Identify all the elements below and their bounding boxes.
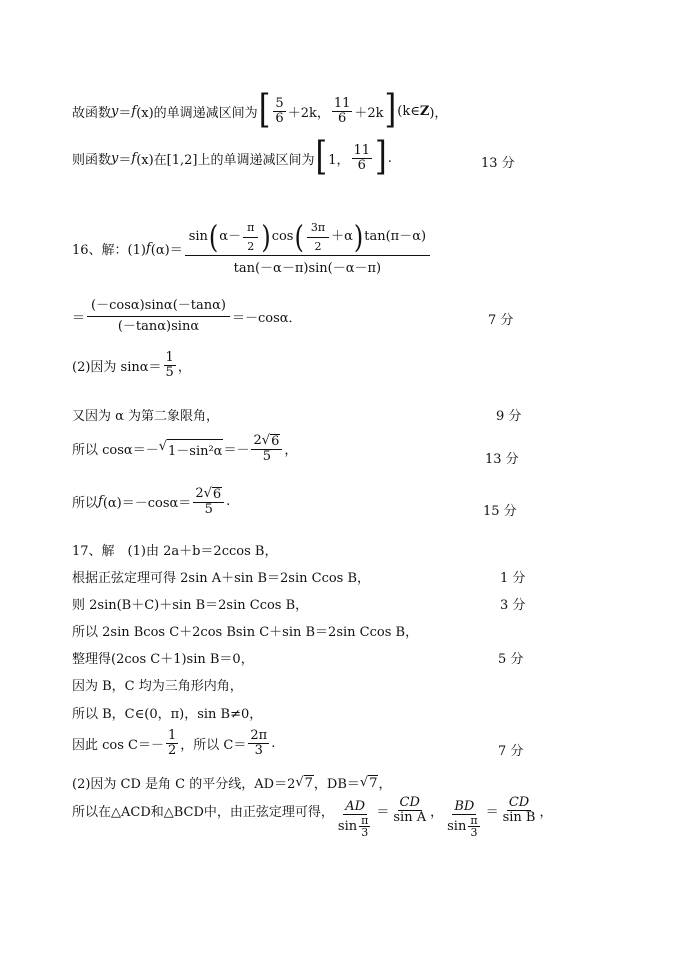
- text: y: [111, 103, 119, 119]
- text: ＋2k，: [287, 105, 330, 121]
- q16-line-5: [72, 434, 297, 463]
- text: f: [131, 103, 137, 119]
- text: .: [271, 735, 276, 751]
- left-bracket: [: [258, 87, 271, 134]
- text: .: [387, 150, 392, 166]
- q17-line-8: [72, 729, 275, 757]
- text: )，: [429, 105, 448, 121]
- text: ，: [378, 777, 392, 792]
- fraction: 2 √ 6 5: [251, 434, 282, 463]
- fraction: $\frac{11}{6}$: [333, 95, 351, 126]
- fraction: AD sin $\frac{\pi}{3}$: [337, 799, 369, 840]
- text: (x)的单调递减区间为: [136, 105, 258, 121]
- fraction: $\frac{2\pi}{3}$: [250, 728, 268, 758]
- score-label: 13 分: [481, 156, 515, 171]
- fraction: $\frac{1}{5}$: [165, 350, 174, 380]
- fraction: $\frac{CD}{\text{sin B}}$: [502, 795, 536, 825]
- q17-line-1: 17、解 (1)由 2a＋b＝2ccos B，: [72, 544, 278, 559]
- text: ，所以 C＝: [180, 737, 247, 753]
- text: ＝－cosα．: [231, 310, 302, 326]
- text: ＝: [118, 105, 132, 121]
- q16-line-1: [72, 218, 432, 277]
- q17-line-2: 根据正弦定理可得 2sin A＋sin B＝2sin Ccos B，: [72, 571, 371, 586]
- text: ＋2k: [354, 105, 384, 121]
- solution-line-2: [72, 134, 392, 181]
- text: (2)因为 sinα＝: [72, 359, 162, 375]
- q17-line-5: 整理得(2cos C＋1)sin B＝0，: [72, 652, 254, 667]
- left-bracket: [: [315, 134, 328, 181]
- text: f: [98, 494, 103, 510]
- text: ，: [177, 359, 191, 375]
- text: ，DB＝: [313, 777, 360, 792]
- text: (x)在[1,2]上的单调递减区间为: [136, 152, 315, 168]
- fraction: BD sin $\frac{\pi}{3}$: [447, 799, 478, 840]
- text: 因此 cos C＝－: [72, 737, 164, 753]
- solution-line-1: [72, 87, 448, 134]
- q17-line-6: 因为 B，C 均为三角形内角，: [72, 679, 243, 694]
- score-label: 7 分: [498, 744, 524, 759]
- text: (α)＝－cosα＝: [102, 496, 192, 512]
- text: (α)＝: [150, 243, 183, 259]
- text: ，: [284, 443, 298, 459]
- text: 所以 cosα＝－: [72, 443, 159, 459]
- text: f: [131, 150, 137, 166]
- fraction: $\frac{5}{6}$: [275, 95, 284, 126]
- fraction: $\frac{CD}{\text{sin A}}$: [393, 795, 427, 825]
- fraction: $\frac{11}{6}$: [353, 142, 371, 173]
- q16-line-3: [72, 351, 191, 379]
- score-label: 7 分: [488, 313, 514, 328]
- fraction: $\frac{1}{2}$: [168, 728, 177, 758]
- q17-line-4: 所以 2sin Bcos C＋2cos Bsin C＋sin B＝2sin Ccos B，: [72, 625, 419, 640]
- q16-line-4: [72, 405, 219, 424]
- square-root: √ 7: [295, 774, 313, 791]
- text: (2)因为 CD 是角 C 的平分线，AD＝2: [72, 777, 296, 792]
- text: ＝: [72, 310, 86, 326]
- text: 故函数: [72, 105, 112, 121]
- right-bracket: ]: [384, 87, 397, 134]
- q17-line-3: 则 2sin(B＋C)＋sin B＝2sin Ccos B，: [72, 598, 309, 613]
- fraction: $\frac{(-\cos\alpha)\sin\alpha(-\tan\alpha)}{(-\tan\alpha)\sin\alpha}$: [87, 299, 230, 333]
- fraction: 2 √ 6 5: [193, 487, 224, 516]
- square-root: √ 7: [359, 774, 378, 791]
- score-label: 15 分: [483, 504, 517, 519]
- q17-line-7: 所以 B，C∈(0，π)，sin B≠0，: [72, 707, 263, 722]
- text: .: [226, 494, 231, 510]
- q17-line-10: 所以在△ACD和△BCD中，由正弦定理可得， AD sin $\frac{\pi}{3}$ ＝ $\frac{CD}{\text{sin A}}$ ， BD sin $\frac{\pi}{3}$ ＝ $\frac{CD}{\text{sin B}}$ ，: [72, 795, 553, 840]
- text: (k∈: [397, 103, 420, 119]
- text: Z: [419, 103, 430, 119]
- score-label: 3 分: [500, 598, 526, 613]
- text: 则函数: [72, 152, 112, 168]
- q16-line-6: [72, 487, 230, 516]
- text: y: [111, 150, 119, 166]
- text: 又因为 α 为第二象限角，: [72, 409, 220, 424]
- score-label: 13 分: [485, 452, 519, 467]
- square-root: √ 1－sin²α: [158, 438, 223, 459]
- right-bracket: ]: [375, 134, 387, 181]
- score-label: 5 分: [498, 652, 524, 667]
- q16-line-2: [72, 299, 302, 333]
- text: ＝: [118, 152, 132, 168]
- text: f: [145, 241, 151, 257]
- text: 所以在△ACD和△BCD中，由正弦定理可得，: [72, 804, 334, 820]
- score-label: 9 分: [496, 409, 522, 424]
- q17-line-9: [72, 773, 392, 792]
- text: 1，: [328, 152, 350, 168]
- fraction: sin ( α－ $\frac{\pi}{2}$ ) cos ( $\frac{3\pi}{2}$ ＋α ) tan(π－α) tan(－α－π)sin(－α－π): [185, 222, 430, 276]
- score-label: 1 分: [500, 571, 526, 586]
- text: 所以: [72, 496, 99, 512]
- text: 16、解：(1): [72, 243, 146, 259]
- text: ＝－: [223, 443, 250, 459]
